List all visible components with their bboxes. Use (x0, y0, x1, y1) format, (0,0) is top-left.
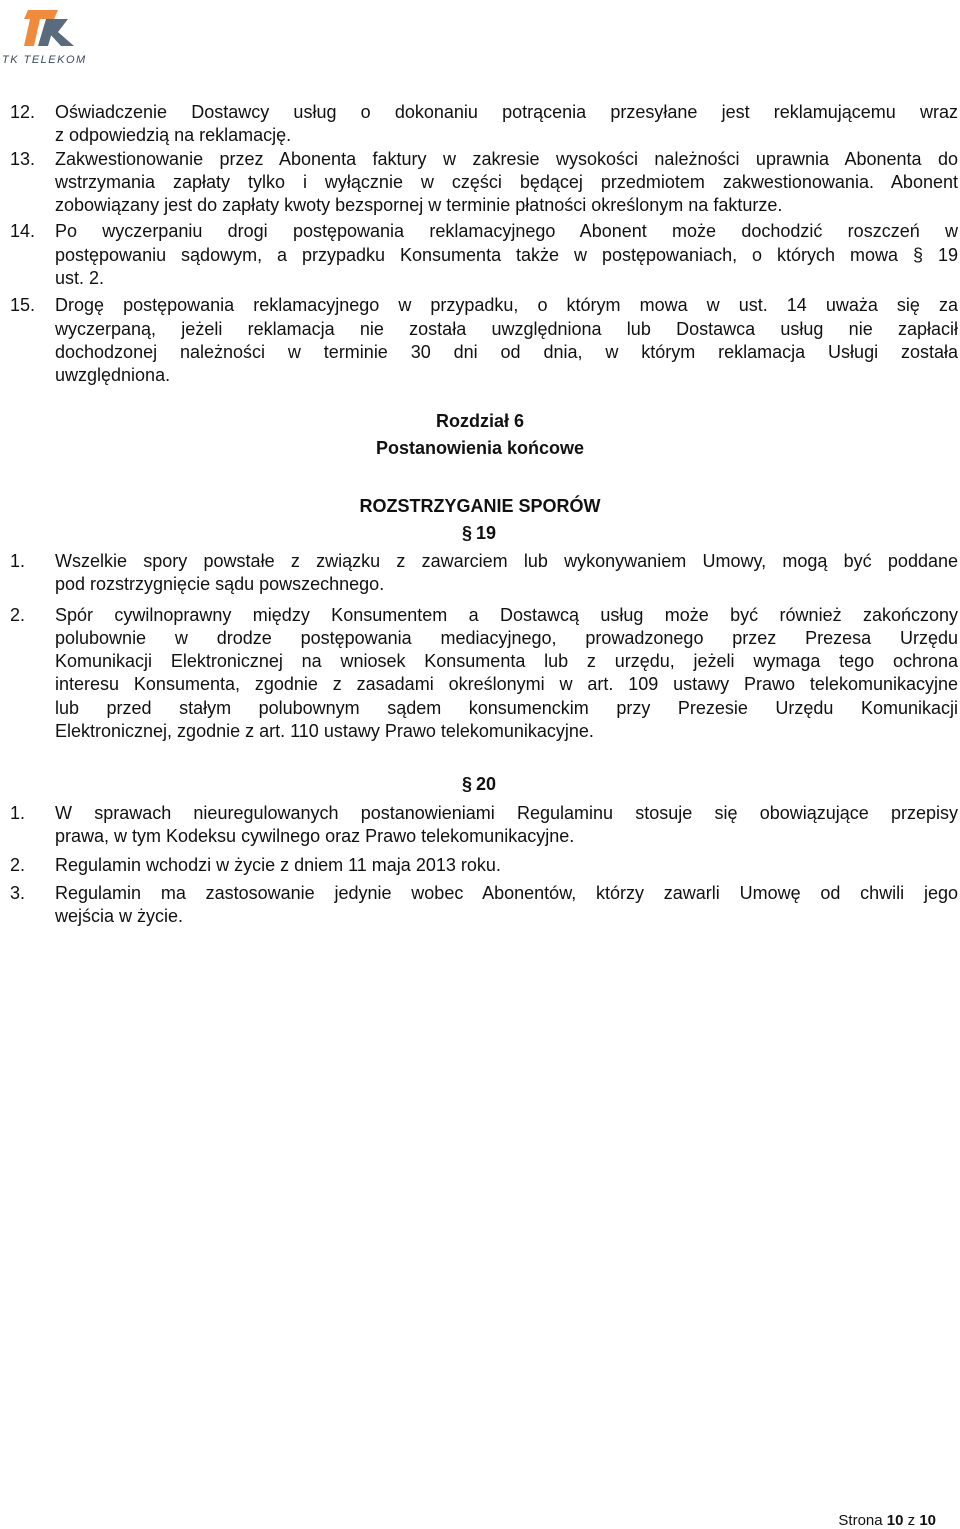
page-footer (838, 1512, 936, 1529)
page-label: Strona (838, 1512, 883, 1529)
item-line: Komunikacji Elektronicznej na wniosek Konsumenta lub z urzędu, jeżeli wymaga tego ochrona (55, 651, 958, 672)
list-item (0, 550, 960, 597)
list-item (0, 882, 960, 929)
item-number: 3. (10, 882, 26, 903)
company-logo (0, 2, 100, 68)
item-number: 14. (10, 221, 36, 242)
item-line: z odpowiedzią na reklamację. (55, 125, 292, 146)
section-heading: ROZSTRZYGANIE SPORÓW (359, 496, 601, 516)
item-number: 2. (10, 854, 26, 875)
section-symbol: § (462, 523, 473, 543)
tk-logo-icon (0, 2, 100, 54)
list-item (0, 854, 960, 877)
item-line: Zakwestionowanie przez Abonenta faktury w zakresie wysokości należności uprawnia Abonenta do (55, 148, 958, 169)
section-ref-number: 19 (937, 244, 958, 265)
section-ref (913, 245, 958, 265)
item-line: Regulamin wchodzi w życie z dniem 11 maja 2013 roku. (55, 854, 501, 875)
page-number: 10 (886, 1512, 904, 1529)
item-line: ust. 2. (55, 268, 105, 289)
item-line: interesu Konsumenta, zgodnie z zasadami określonymi w art. 109 ustawy Prawo telekomunikacyjne (55, 674, 958, 695)
item-line: prawa, w tym Kodeksu cywilnego oraz Prawo telekomunikacyjne. (55, 826, 575, 847)
item-number: 1. (10, 803, 26, 823)
item-number: 15. (10, 295, 36, 316)
item-line (55, 244, 958, 267)
paragraph-20-heading (462, 774, 496, 795)
page-separator: z (907, 1512, 916, 1529)
item-number: 1. (10, 551, 26, 571)
section-symbol: § (912, 244, 923, 265)
item-line: lub przed stałym polubownym sądem konsumenckim przy Prezesie Urzędu Komunikacji (55, 697, 958, 718)
item-line: Elektronicznej, zgodnie z art. 110 ustawy Prawo telekomunikacyjne. (55, 721, 594, 742)
item-number: 12. (10, 102, 36, 122)
item-number: 2. (10, 604, 26, 625)
item-line: uwzględniona. (55, 365, 171, 386)
item-line: wyczerpaną, jeżeli reklamacja nie została uwzględniona lub Dostawca usług nie zapłacił (55, 318, 958, 339)
items-top (0, 101, 960, 388)
item-line: Wszelkie spory powstałe z związku z zawarciem lub wykonywaniem Umowy, mogą być poddane (55, 551, 958, 571)
items-20 (0, 802, 960, 928)
paragraph-number: 20 (476, 774, 497, 794)
list-item (0, 604, 960, 744)
logo-text: TK TELEKOM (2, 54, 87, 66)
items-19 (0, 550, 960, 743)
chapter-title: Rozdział 6 (435, 411, 524, 431)
item-line: dochodzonej należności w terminie 30 dni od dnia, w którym reklamacja Usługi została (55, 341, 958, 362)
list-item (0, 148, 960, 218)
paragraph-19-heading (462, 523, 496, 544)
item-line: W sprawach nieuregulowanych postanowieniami Regulaminu stosuje się obowiązujące przepisy (55, 803, 958, 823)
item-line: Po wyczerpaniu drogi postępowania reklamacyjnego Abonent może dochodzić roszczeń w (55, 221, 958, 242)
item-line: Spór cywilnoprawny między Konsumentem a Dostawcą usług może być również zakończony (55, 604, 958, 625)
section-symbol: § (462, 774, 473, 794)
chapter-subtitle: Postanowienia końcowe (375, 438, 585, 458)
item-line: pod rozstrzygnięcie sądu powszechnego. (55, 574, 385, 595)
item-line: wstrzymania zapłaty tylko i wyłącznie w części będącej przedmiotem zakwestionowania. Abonent (55, 171, 958, 192)
paragraph-number: 19 (476, 523, 497, 543)
page-total: 10 (919, 1512, 936, 1529)
list-item (0, 220, 960, 290)
item-line: Regulamin ma zastosowanie jedynie wobec Abonentów, którzy zawarli Umowę od chwili jego (55, 882, 958, 903)
item-number: 13. (10, 148, 36, 169)
item-line: wejścia w życie. (55, 906, 184, 927)
item-line: Oświadczenie Dostawcy usług o dokonaniu potrącenia przesyłane jest reklamującemu wraz (55, 102, 958, 122)
item-line: Drogę postępowania reklamacyjnego w przypadku, o którym mowa w ust. 14 uważa się za (55, 295, 958, 316)
list-item (0, 802, 960, 849)
item-line: polubownie w drodze postępowania mediacyjnego, prowadzonego przez Prezesa Urzędu (55, 627, 958, 648)
item-line-text: postępowaniu sądowym, a przypadku Konsumenta także w postępowaniach, o których mowa (55, 244, 899, 265)
list-item (0, 294, 960, 387)
item-line: zobowiązany jest do zapłaty kwoty bezspornej w terminie płatności określonym na fakturze. (55, 195, 783, 216)
list-item (0, 101, 960, 148)
